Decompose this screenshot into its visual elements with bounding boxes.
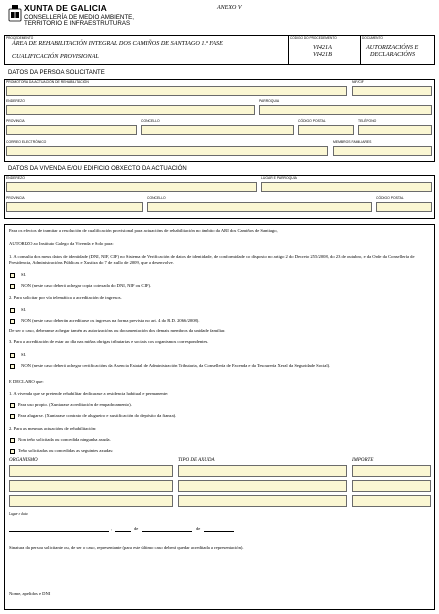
aid-row-2-organism[interactable]	[9, 480, 173, 492]
dwelling-place-field[interactable]	[261, 182, 432, 192]
dwelling-municipality-label: CONCELLO	[147, 196, 166, 200]
logo-name: XUNTA DE GALICIA	[24, 3, 108, 13]
email-label: CORREO ELECTRÓNICO	[6, 140, 47, 144]
phone-label: TELÉFONO	[358, 119, 377, 123]
declaration-1-text: 1. A vivenda que se pretende rehabilitar dedicarase a residencia habitual e permanente:	[9, 391, 169, 396]
document-type-line-1: AUTORIZACIÓNS E	[366, 44, 419, 51]
authorization-2-no-checkbox[interactable]	[10, 319, 15, 324]
intro-text: Para os efectos de tramitar a resolución de cualificación provisional para actuacións de rehabilitación no ámbito da ARI dos Camiños de Santiago,	[9, 228, 278, 233]
aid-column-organism: ORGANISMO	[9, 458, 38, 463]
authorization-2-yes-checkbox[interactable]	[10, 308, 15, 313]
municipality-label: CONCELLO	[141, 119, 160, 123]
parish-label: PARROQUIA	[259, 99, 280, 103]
date-de-1: de	[134, 526, 139, 531]
own-use-label: Para uso propio. (Xuntarase acreditación de empadroamento).	[18, 402, 132, 407]
authorization-2-no-label: NON (neste caso deberán acreditarse os ingresos na forma prevista no art. 4 do R.D. 2066/2008).	[21, 318, 200, 323]
authorize-heading: AUTORIZO ao Instituto Galego da Vivenda e Solo para:	[9, 241, 114, 246]
aid-row-3-amount[interactable]	[352, 495, 431, 507]
dwelling-postcode-field[interactable]	[376, 202, 432, 212]
dwelling-section-title: DATOS DA VIVENDA E/OU EDIFICIO OBXECTO DA ACTUACIÓN	[8, 166, 187, 172]
declaration-2-text: 2. Para as mesmas actuacións de rehabilitación:	[9, 426, 97, 431]
postcode-field[interactable]	[298, 125, 354, 135]
family-members-label: MEMBROS FAMILIARES	[333, 140, 372, 144]
aid-row-3-type[interactable]	[178, 495, 347, 507]
date-de-2: de	[196, 526, 201, 531]
nif-label: NIF/CIF	[352, 80, 364, 84]
address-field[interactable]	[6, 105, 255, 115]
rental-label: Para alugarse. (Xuntarase contrato de alugueiro e xustificación do depósito da fianza).	[18, 413, 177, 418]
province-field[interactable]	[6, 125, 137, 135]
signature-area[interactable]	[9, 553, 429, 589]
authorization-1-no-label: NON (neste caso deberá achegar copia cotexada do DNI, NIF ou CIF).	[21, 283, 152, 288]
month-line[interactable]	[142, 531, 192, 532]
yes-label: SI.	[21, 307, 27, 312]
promoter-label: PROMOTORA DA ACTUACIÓN DE REHABILITACIÓN	[6, 80, 89, 84]
dwelling-province-label: PROVINCIA	[6, 196, 25, 200]
procedure-code-label: CÓDIGO DO PROCEDEMENTO	[290, 36, 337, 40]
department-line-2: TERRITORIO E INFRAESTRUTURAS	[24, 20, 131, 27]
email-field[interactable]	[6, 146, 328, 156]
divider	[288, 35, 289, 65]
authorization-2-text: 2. Para solicitar por vía telemática a acreditación de ingresos.	[9, 295, 122, 300]
promoter-field[interactable]	[6, 86, 347, 96]
rental-checkbox[interactable]	[10, 414, 15, 419]
aid-row-3-organism[interactable]	[9, 495, 173, 507]
date-separator-comma: ,	[111, 526, 113, 531]
procedure-code-1: VI421A	[313, 44, 332, 51]
authorization-3-text: 3. Para a acreditación de estar ao día nas miñas obrigas tributarias e sociais cos organismos correspondentes.	[9, 339, 209, 344]
authorization-1-yes-checkbox[interactable]	[10, 273, 15, 278]
applicant-section-title: DATOS DA PERSOA SOLICITANTE	[8, 70, 105, 76]
declare-heading: E DECLARO que:	[9, 379, 44, 384]
nif-field[interactable]	[352, 86, 432, 96]
place-line[interactable]	[9, 531, 109, 532]
aid-row-1-amount[interactable]	[352, 465, 431, 477]
dwelling-address-label: ENDEREZO	[6, 176, 25, 180]
municipality-field[interactable]	[141, 125, 294, 135]
yes-label: SI.	[21, 272, 27, 277]
document-label: DOCUMENTO	[362, 36, 383, 40]
dwelling-province-field[interactable]	[6, 202, 143, 212]
dwelling-postcode-label: CÓDIGO POSTAL	[376, 196, 404, 200]
dwelling-municipality-field[interactable]	[147, 202, 372, 212]
aid-column-amount: IMPORTE	[352, 458, 374, 463]
aid-row-1-type[interactable]	[178, 465, 347, 477]
aid-column-type: TIPO DE AXUDA	[178, 458, 215, 463]
address-label: ENDEREZO	[6, 99, 25, 103]
province-label: PROVINCIA	[6, 119, 25, 123]
aid-row-1-organism[interactable]	[9, 465, 173, 477]
authorization-1-no-checkbox[interactable]	[10, 284, 15, 289]
postcode-label: CÓDIGO POSTAL	[298, 119, 326, 123]
name-and-id-label: Nome, apelidos e DNI	[9, 591, 51, 596]
annex-label: ANEXO V	[217, 5, 242, 11]
xunta-logo	[8, 4, 22, 22]
signature-instruction: Sinatura da persoa solicitante ou, de ser o caso, representante (para este último caso deberá quedar acreditada a representación).	[9, 545, 244, 550]
aid-row-2-amount[interactable]	[352, 480, 431, 492]
procedure-subname: CUALIFICACIÓN PROVISIONAL	[12, 53, 99, 60]
has-aid-checkbox[interactable]	[10, 449, 15, 454]
authorization-3-no-label: NON (neste caso deberá achegar certificacións da Axencia Estatal de Administración Tributaria, da Consellería de Facenda e da Tesourería Xeral da Seguridade Social).	[21, 363, 331, 368]
coat-of-arms-icon	[8, 4, 22, 22]
dwelling-place-label: LUGAR E PARROQUIA	[261, 176, 297, 180]
authorization-3-yes-checkbox[interactable]	[10, 353, 15, 358]
has-aid-label: Teño solicitadas ou concedidas as seguintes axudas:	[18, 448, 114, 453]
place-date-label: Lugar e data	[9, 512, 28, 516]
own-use-checkbox[interactable]	[10, 403, 15, 408]
day-line[interactable]	[115, 531, 131, 532]
authorization-2-note: De ser o caso, deberanse achegar tamén as autorizacións ou documentación dos demais membros da unidade familiar.	[9, 328, 226, 333]
procedure-code-2: VI421B	[313, 51, 332, 58]
department-line-1: CONSELLERÍA DE MEDIO AMBIENTE,	[24, 13, 135, 21]
aid-row-2-type[interactable]	[178, 480, 347, 492]
divider	[360, 35, 361, 65]
dwelling-address-field[interactable]	[6, 182, 257, 192]
procedure-label: PROCEDEMENTO	[6, 36, 34, 40]
no-aid-checkbox[interactable]	[10, 438, 15, 443]
document-type-line-2: DECLARACIÓNS	[370, 51, 416, 58]
phone-field[interactable]	[358, 125, 432, 135]
procedure-name: ÁREA DE REHABILITACIÓN INTEGRAL DOS CAMIÑOS DE SANTIAGO 1.ª FASE	[12, 40, 223, 47]
family-members-field[interactable]	[333, 146, 432, 156]
authorization-1-text: 1. A consulta dos meus datos de identidade (DNI, NIF, CIF) no Sistema de Verificación de datos de identidade, de conformidade co disposto no artigo 2 do Decreto 255/2008, do 23 de outubro, e da Orde da Consellería de Presidencia, Administracións Públicas e Xustiza do 7 de xullo de 2009, que a desenvolve.	[9, 254, 415, 265]
no-aid-label: Non teño solicitada ou concedida ningunha axuda.	[18, 437, 111, 442]
year-line[interactable]	[204, 531, 234, 532]
parish-field[interactable]	[259, 105, 432, 115]
yes-label: SI.	[21, 352, 27, 357]
authorization-3-no-checkbox[interactable]	[10, 364, 15, 369]
